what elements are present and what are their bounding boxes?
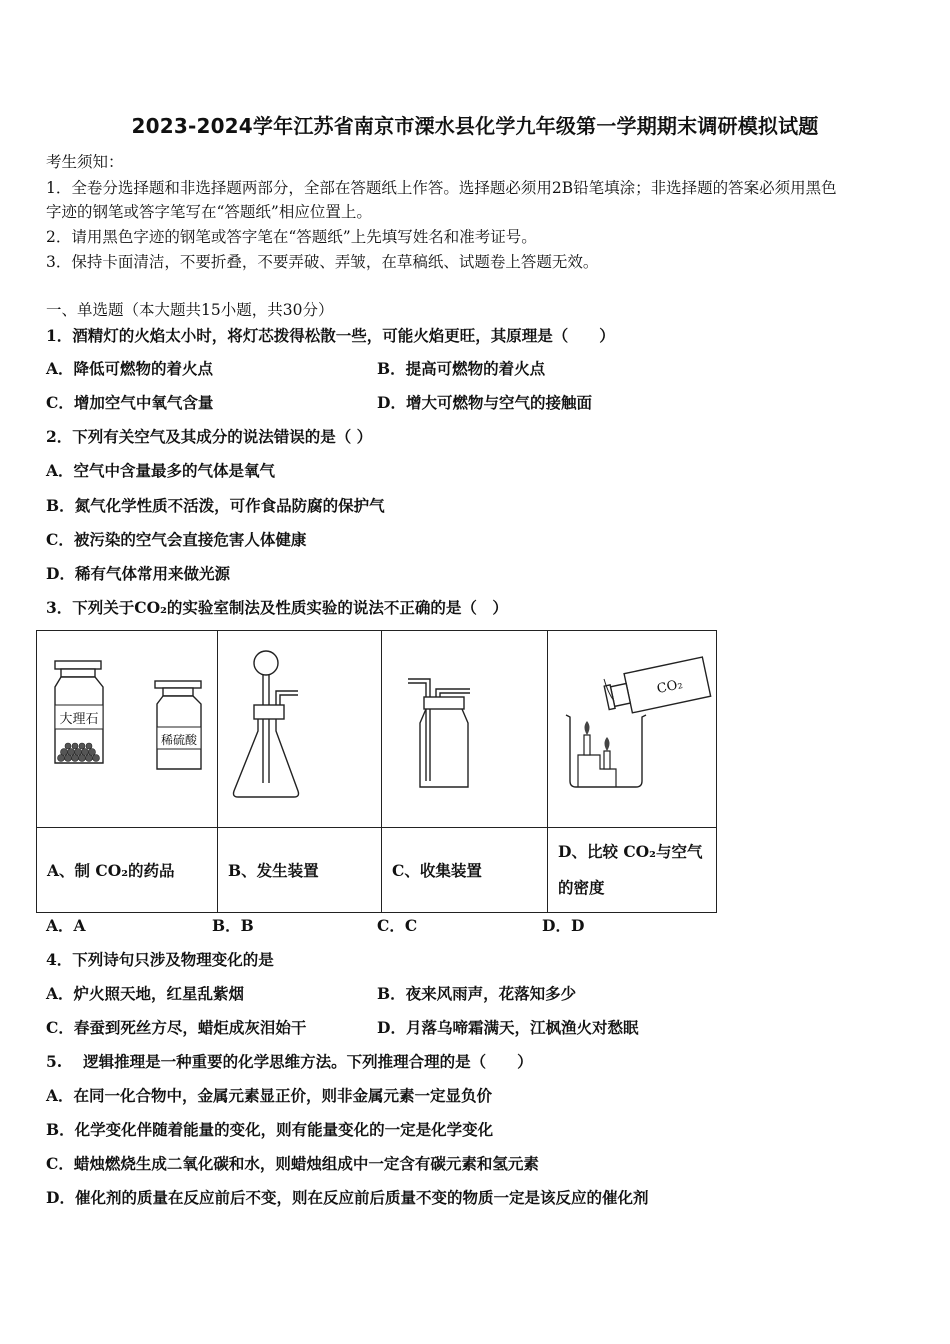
collection-bottle-illustration	[382, 631, 548, 827]
notice-item-1-cont: 字迹的钢笔或答字笔写在“答题纸”相应位置上。	[46, 203, 372, 221]
q1-option-d: D．增大可燃物与空气的接触面	[377, 393, 592, 412]
notice-item-2: 2．请用黑色字迹的钢笔或答字笔在“答题纸”上先填写姓名和准考证号。	[46, 228, 537, 246]
q3-option-a: A．A	[46, 916, 86, 935]
q1-option-a: A．降低可燃物的着火点	[46, 359, 214, 378]
q3-option-d: D．D	[542, 916, 585, 935]
reagent-bottles-illustration	[37, 631, 217, 827]
notice-heading: 考生须知：	[46, 153, 124, 171]
q5-option-c: C．蜡烛燃烧生成二氧化碳和水，则蜡烛组成中一定含有碳元素和氢元素	[46, 1154, 539, 1173]
q4-option-b: B．夜来风雨声，花落知多少	[377, 984, 577, 1003]
q5-option-b: B．化学变化伴随着能量的变化，则有能量变化的一定是化学变化	[46, 1120, 494, 1139]
q5-option-a: A．在同一化合物中，金属元素显正价，则非金属元素一定显负价	[46, 1086, 493, 1105]
caption-c: C、收集装置	[382, 828, 548, 913]
q4-option-d: D．月落乌啼霜满天，江枫渔火对愁眠	[377, 1018, 639, 1037]
section-heading: 一、单选题（本大题共15小题，共30分）	[46, 301, 334, 319]
caption-d-line2: 的密度	[558, 878, 605, 897]
pouring-co2-illustration	[548, 631, 716, 827]
q3-stem: 3．下列关于CO₂的实验室制法及性质实验的说法不正确的是（ ）	[46, 598, 508, 617]
q3-option-b: B．B	[212, 916, 254, 935]
q1-stem: 1．酒精灯的火焰太小时，将灯芯拨得松散一些，可能火焰更旺，其原理是（ ）	[46, 326, 615, 345]
q3-figure-table	[36, 630, 717, 913]
q5-option-d: D．催化剂的质量在反应前后不变，则在反应前后质量不变的物质一定是该反应的催化剂	[46, 1188, 649, 1207]
label-marble: 大理石	[59, 712, 99, 727]
label-acid: 稀硫酸	[160, 733, 198, 747]
q2-stem: 2．下列有关空气及其成分的说法错误的是（ ）	[46, 427, 373, 446]
q1-option-c: C．增加空气中氧气含量	[46, 393, 214, 412]
q4-option-c: C．春蚕到死丝方尽，蜡炬成灰泪始干	[46, 1018, 307, 1037]
q2-option-b: B．氮气化学性质不活泼，可作食品防腐的保护气	[46, 496, 385, 515]
q3-option-c: C．C	[377, 916, 418, 935]
figure-cell-d	[548, 631, 717, 828]
q2-option-a: A．空气中含量最多的气体是氧气	[46, 461, 276, 480]
notice-item-1: 1．全卷分选择题和非选择题两部分，全部在答题纸上作答。选择题必须用2B铅笔填涂；非选择题的答案必须用黑色	[46, 179, 837, 197]
label-co2: CO₂	[655, 676, 685, 698]
figure-cell-c	[382, 631, 548, 828]
caption-d-line1: D、比较 CO₂与空气	[558, 842, 703, 861]
caption-a: A、制 CO₂的药品	[37, 828, 218, 913]
q2-option-d: D．稀有气体常用来做光源	[46, 564, 230, 583]
exam-title: 2023-2024学年江苏省南京市溧水县化学九年级第一学期期末调研模拟试题	[131, 114, 819, 138]
caption-d	[548, 828, 717, 913]
q4-option-a: A．炉火照天地，红星乱紫烟	[46, 984, 245, 1003]
q5-stem: 5. 逻辑推理是一种重要的化学思维方法。下列推理合理的是（ ）	[46, 1052, 533, 1071]
notice-item-3: 3．保持卡面清洁，不要折叠，不要弄破、弄皱，在草稿纸、试题卷上答题无效。	[46, 253, 599, 271]
figure-cell-a	[37, 631, 218, 828]
q2-option-c: C．被污染的空气会直接危害人体健康	[46, 530, 307, 549]
q4-stem: 4．下列诗句只涉及物理变化的是	[46, 950, 274, 969]
figure-cell-b	[218, 631, 382, 828]
caption-b: B、发生装置	[218, 828, 382, 913]
generator-apparatus-illustration	[218, 631, 382, 827]
q1-option-b: B．提高可燃物的着火点	[377, 359, 546, 378]
